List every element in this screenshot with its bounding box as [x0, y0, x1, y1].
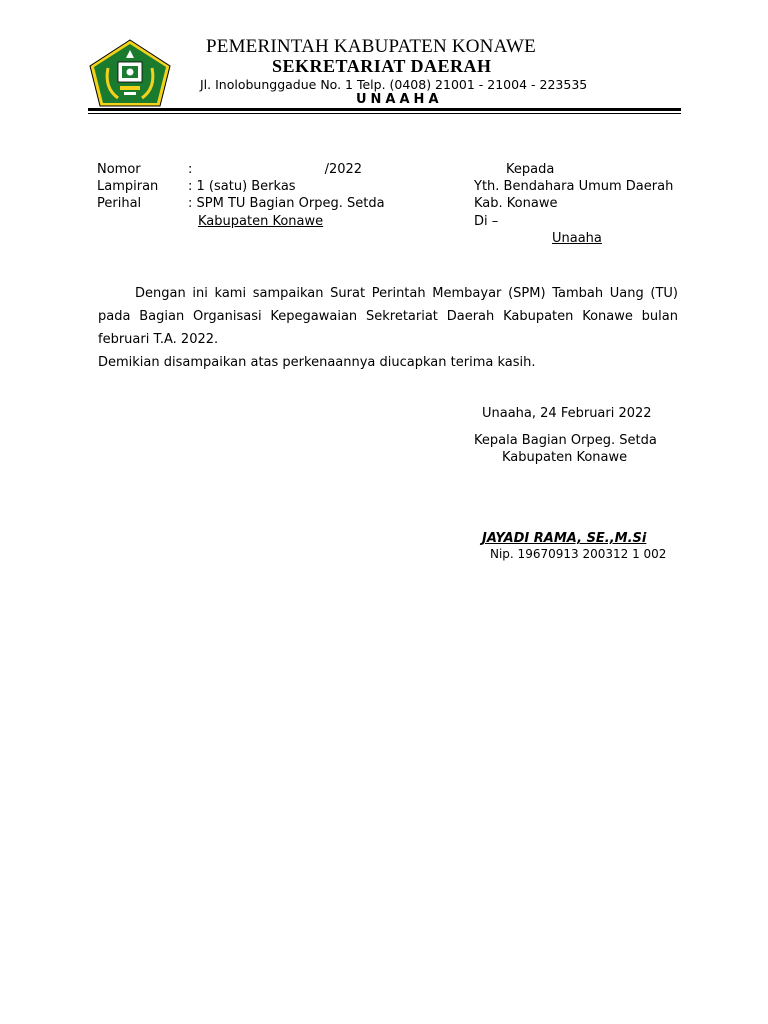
recipient-line3: Di –	[474, 214, 499, 229]
perihal-value: : SPM TU Bagian Orpeg. Setda	[188, 196, 385, 211]
signatory-name: JAYADI RAMA, SE.,M.Si	[482, 531, 647, 546]
letter-body	[98, 282, 678, 374]
perihal-value-line2: Kabupaten Konawe	[198, 214, 324, 229]
recipient-kepada: Kepada	[506, 162, 555, 177]
body-paragraph-1: Dengan ini kami sampaikan Surat Perintah Membayar (SPM) Tambah Uang (TU) pada Bagian Organisasi Kepegawaian Sekretariat Daerah Kabupaten Konawe bulan februari T.A. 2022.	[98, 286, 678, 347]
header-department-name: SEKRETARIAT DAERAH	[272, 56, 492, 76]
recipient-line1: Yth. Bendahara Umum Daerah	[474, 179, 674, 194]
lampiran-label: Lampiran	[97, 179, 159, 194]
nomor-label: Nomor	[97, 162, 141, 177]
signatory-nip: Nip. 19670913 200312 1 002	[490, 547, 667, 561]
signature-position-line1: Kepala Bagian Orpeg. Setda	[474, 433, 657, 448]
recipient-line2: Kab. Konawe	[474, 196, 558, 211]
perihal-label: Perihal	[97, 196, 142, 211]
signature-position-line2: Kabupaten Konawe	[502, 450, 628, 465]
letterhead-divider-thin	[88, 113, 681, 114]
lampiran-value: : 1 (satu) Berkas	[188, 179, 296, 194]
header-government-name: PEMERINTAH KABUPATEN KONAWE	[206, 36, 536, 57]
letterhead-divider-thick	[88, 108, 681, 111]
header-city: UNAAHA	[356, 92, 443, 107]
nomor-value: : /2022	[188, 162, 363, 177]
body-paragraph-2: Demikian disampaikan atas perkenaannya diucapkan terima kasih.	[98, 355, 536, 370]
header-address: Jl. Inolobunggadue No. 1 Telp. (0408) 21001 - 21004 - 223535	[200, 77, 588, 92]
konawe-regency-emblem	[88, 38, 172, 108]
signature-place-date: Unaaha, 24 Februari 2022	[482, 406, 652, 421]
recipient-line4: Unaaha	[552, 231, 602, 246]
